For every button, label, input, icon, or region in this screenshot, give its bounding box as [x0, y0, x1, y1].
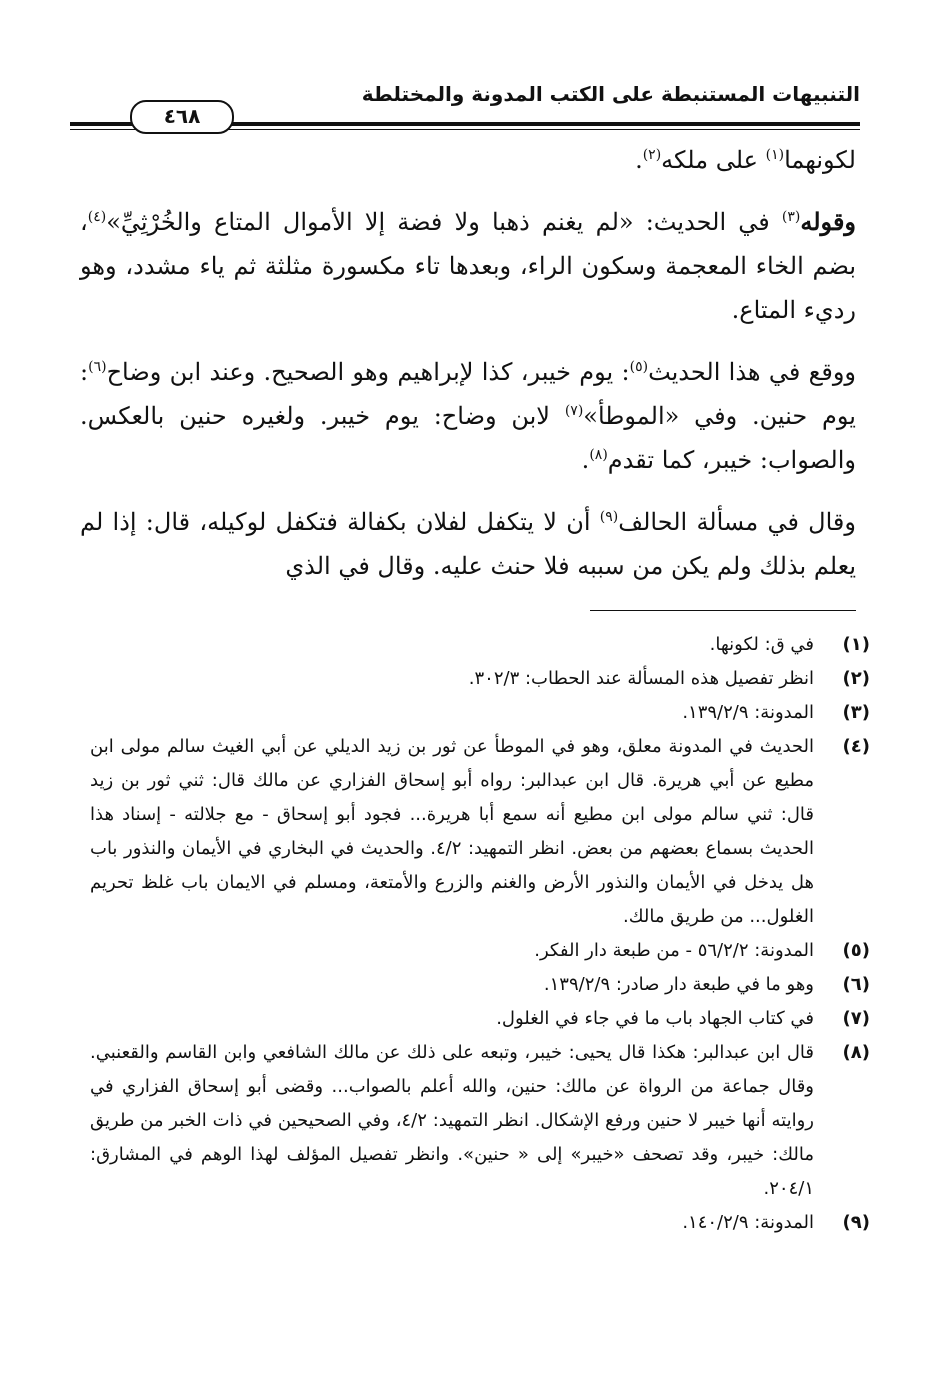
header-title: التنبيهات المستنبطة على الكتب المدونة والمختلطة [361, 82, 860, 106]
footnote-text: المدونة: ٥٦/٢/٢ - من طبعة دار الفكر. [534, 940, 814, 961]
footnote-ref: (٢) [642, 147, 662, 163]
footnote-ref: (٥) [629, 359, 649, 375]
footnote-number: (٩) [842, 1212, 870, 1233]
footnote [90, 1036, 870, 1206]
footnote-text: قال ابن عبدالبر: هكذا قال يحيى: خيبر، وتبعه على ذلك عن مالك الشافعي وابن القاسم والقعنبي. وقال جماعة من الرواة عن مالك: حنين، والله أعلم بالصواب... وقضى أبو إسحاق الفزاري في روايته أنها خيبر لا حنين ورفع الإشكال. انظر التمهيد: ٤/٢، وفي الصحيحين في ذات الخبر من طريق مالك: خيبر، وقد تصحف «خيبر» إلى « حنين». وانظر تفصيل المؤلف لهذا الوهم في المشارق: ٢٠٤/١. [90, 1042, 814, 1199]
footnote-number: (٤) [842, 736, 870, 757]
footnote-ref: (٩) [599, 509, 619, 525]
footnote-number: (٦) [842, 974, 870, 995]
footnote [90, 934, 870, 968]
footnote-number: (١) [842, 634, 870, 655]
footnote-ref: (٦) [88, 359, 107, 375]
footnotes [90, 628, 870, 1240]
footnote [90, 1206, 870, 1240]
footnote-ref: (٣) [781, 209, 801, 225]
footnote-text: المدونة: ١٤٠/٢/٩. [682, 1212, 814, 1233]
keyword: وقوله [800, 207, 856, 236]
paragraph-3: ووقع في هذا الحديث$^{(٥)}$: يوم خيبر، كذا لإبراهيم وهو الصحيح. وعند ابن وضاح$^{(٦)}$: يوم حنين. وفي «الموطأ»$^{(٧)}$ لابن وضاح: يوم خيبر. ولغيره حنين بالعكس. والصواب: خيبر، كما تقدم$^{(٨)}$. [80, 358, 857, 474]
footnote-number: (٨) [842, 1042, 870, 1063]
footnote-text: في كتاب الجهاد باب ما في جاء في الغلول. [496, 1008, 814, 1029]
footnote-text: في ق: لكونها. [709, 634, 814, 655]
footnote-text: الحديث في المدونة معلق، وهو في الموطأ عن ثور بن زيد الديلي عن أبي الغيث سالم مولى ابن مطيع عن أبي هريرة. قال ابن عبدالبر: رواه أبو إسحاق الفزاري عن مالك قال: ثني ثور بن زيد قال: ثني سالم مولى ابن مطيع أنه سمع أبا هريرة... فجود أبو إسحاق - مع جلالته - إسناد هذا الحديث بسماع بعضهم من بعض. انظر التمهيد: ٤/٢. والحديث في البخاري في الأيمان والنذور باب هل يدخل في الأيمان والنذور الأرض والغنم والزرع والأمتعة، ومسلم في الايمان باب غلظ تحريم الغلول... من طريق مالك. [90, 736, 814, 927]
footnote-number: (٣) [842, 702, 870, 723]
footnote-text: المدونة: ١٣٩/٢/٩. [682, 702, 814, 723]
footnote-ref: (١) [765, 147, 785, 163]
footnote [90, 1002, 870, 1036]
footnote-separator [590, 610, 856, 611]
running-header [70, 80, 860, 130]
footnote-text: انظر تفصيل هذه المسألة عند الحطاب: ٣٠٢/٣. [468, 668, 814, 689]
footnote-number: (٧) [842, 1008, 870, 1029]
footnote-number: (٢) [842, 668, 870, 689]
footnote-ref: (٧) [564, 403, 584, 419]
footnote-ref: (٨) [589, 447, 608, 463]
page-number: ٤٦٨ [130, 100, 234, 134]
paragraph-1: لكونهما$^{(١)}$ على ملكه$^{(٢)}$. [635, 146, 856, 174]
footnote [90, 730, 870, 934]
footnote [90, 662, 870, 696]
main-text [80, 138, 856, 588]
paragraph-4: وقال في مسألة الحالف$^{(٩)}$ أن لا يتكفل لفلان بكفالة فتكفل لوكيله، قال: إذا لم يعلم بذلك ولم يكن من سببه فلا حنث عليه. وقال في الذي [80, 508, 856, 580]
paragraph-2: وقوله$^{(٣)}$ في الحديث: «لم يغنم ذهبا ولا فضة إلا الأموال المتاع والخُرْثِيِّ»$^{(٤)}$، بضم الخاء المعجمة وسكون الراء، وبعدها تاء مكسورة مثلثة ثم ياء مشدد، وهو رديء المتاع. [80, 207, 856, 324]
footnote [90, 968, 870, 1002]
footnote [90, 696, 870, 730]
footnote-number: (٥) [842, 940, 870, 961]
footnote [90, 628, 870, 662]
footnote-text: وهو ما في طبعة دار صادر: ١٣٩/٢/٩. [543, 974, 814, 995]
footnote-ref: (٤) [87, 209, 107, 225]
